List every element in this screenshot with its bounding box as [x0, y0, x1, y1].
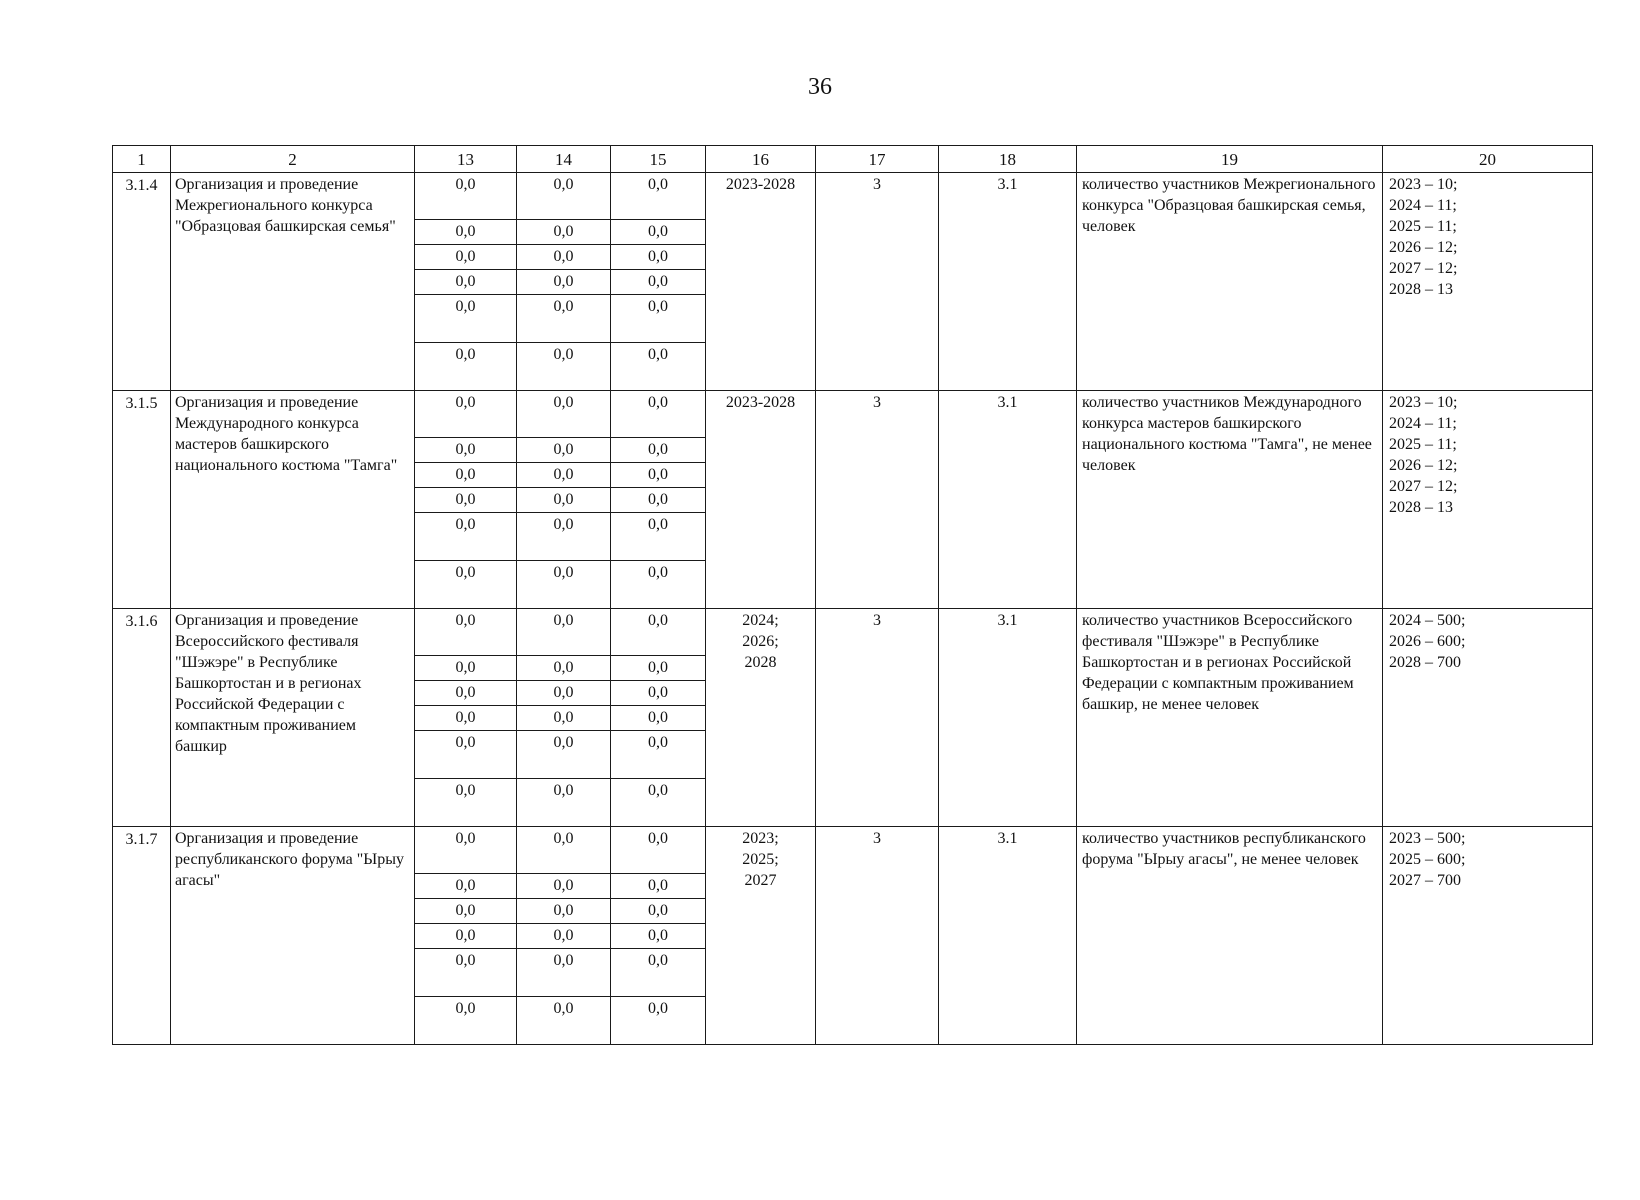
- value-cell: 0,0: [517, 295, 611, 343]
- target-entry: 2024 – 11;: [1389, 197, 1457, 214]
- row-number: 3.1.7: [113, 827, 171, 1045]
- value-cell: 0,0: [611, 438, 706, 463]
- header-cell: 18: [939, 146, 1077, 173]
- value-cell: 0,0: [517, 997, 611, 1045]
- value-cell: 0,0: [611, 656, 706, 681]
- value-cell: 0,0: [415, 270, 517, 295]
- target-entry: 2025 – 11;: [1389, 436, 1457, 453]
- table-row: [113, 827, 1593, 874]
- column-17-cell: 3: [816, 827, 939, 1045]
- value-cell: 0,0: [611, 391, 706, 438]
- value-cell: 0,0: [611, 513, 706, 561]
- column-17-cell: 3: [816, 609, 939, 827]
- value-cell: 0,0: [415, 295, 517, 343]
- value-cell: 0,0: [415, 245, 517, 270]
- table-row: [113, 391, 1593, 438]
- value-cell: 0,0: [611, 899, 706, 924]
- value-cell: 0,0: [611, 706, 706, 731]
- value-cell: 0,0: [415, 949, 517, 997]
- value-cell: 0,0: [415, 488, 517, 513]
- target-entry: 2026 – 12;: [1389, 239, 1458, 256]
- value-cell: 0,0: [517, 245, 611, 270]
- value-cell: 0,0: [415, 899, 517, 924]
- target-entry: 2025 – 11;: [1389, 218, 1457, 235]
- value-cell: 0,0: [415, 391, 517, 438]
- row-number: 3.1.6: [113, 609, 171, 827]
- column-18-cell: 3.1: [939, 173, 1077, 391]
- target-entry: 2023 – 10;: [1389, 176, 1458, 193]
- value-cell: 0,0: [611, 997, 706, 1045]
- target-entry: 2026 – 12;: [1389, 457, 1458, 474]
- header-cell: 16: [706, 146, 816, 173]
- value-cell: 0,0: [415, 173, 517, 220]
- value-cell: 0,0: [517, 731, 611, 779]
- value-cell: 0,0: [611, 561, 706, 609]
- target-entry: 2024 – 500;: [1389, 612, 1466, 629]
- indicator-cell: количество участников Межрегионального конкурса "Образцовая башкирская семья, человек: [1077, 173, 1383, 391]
- value-cell: 0,0: [415, 438, 517, 463]
- value-cell: 0,0: [611, 924, 706, 949]
- indicator-cell: количество участников Международного конкурса мастеров башкирского национального костюма "Тамга", не менее человек: [1077, 391, 1383, 609]
- value-cell: 0,0: [415, 681, 517, 706]
- target-entry: 2026 – 600;: [1389, 633, 1466, 650]
- value-cell: 0,0: [517, 899, 611, 924]
- value-cell: 0,0: [517, 438, 611, 463]
- value-cell: 0,0: [517, 513, 611, 561]
- value-cell: 0,0: [611, 245, 706, 270]
- header-cell: 2: [171, 146, 415, 173]
- page-number: 36: [808, 74, 832, 100]
- value-cell: 0,0: [611, 270, 706, 295]
- value-cell: 0,0: [415, 463, 517, 488]
- value-cell: 0,0: [517, 949, 611, 997]
- target-entry: 2028 – 13: [1389, 281, 1453, 298]
- value-cell: 0,0: [517, 681, 611, 706]
- event-name: Организация и проведение Всероссийского фестиваля "Шэжэре" в Республике Башкортостан и в регионах Российской Федерации с компактным проживанием башкир: [171, 609, 415, 827]
- value-cell: 0,0: [611, 949, 706, 997]
- targets-cell: [1383, 827, 1593, 1045]
- row-number: 3.1.4: [113, 173, 171, 391]
- target-entry: 2027 – 700: [1389, 872, 1461, 889]
- value-cell: 0,0: [517, 270, 611, 295]
- targets-cell: [1383, 391, 1593, 609]
- column-18-cell: 3.1: [939, 391, 1077, 609]
- indicator-cell: количество участников республиканского форума "Ырыу агасы", не менее человек: [1077, 827, 1383, 1045]
- value-cell: 0,0: [517, 706, 611, 731]
- value-cell: 0,0: [415, 924, 517, 949]
- years-cell: [706, 391, 816, 609]
- value-cell: 0,0: [415, 561, 517, 609]
- year-entry: 2027: [744, 872, 777, 889]
- year-entry: 2025;: [742, 851, 779, 868]
- value-cell: 0,0: [611, 827, 706, 874]
- value-cell: 0,0: [415, 706, 517, 731]
- value-cell: 0,0: [611, 220, 706, 245]
- value-cell: 0,0: [415, 731, 517, 779]
- value-cell: 0,0: [611, 681, 706, 706]
- value-cell: 0,0: [611, 343, 706, 391]
- target-entry: 2023 – 10;: [1389, 394, 1458, 411]
- column-18-cell: 3.1: [939, 827, 1077, 1045]
- value-cell: 0,0: [415, 656, 517, 681]
- value-cell: 0,0: [611, 488, 706, 513]
- event-name: Организация и проведение Международного конкурса мастеров башкирского национального костюма "Тамга": [171, 391, 415, 609]
- column-17-cell: 3: [816, 391, 939, 609]
- year-entry: 2024;: [742, 612, 779, 629]
- target-entry: 2027 – 12;: [1389, 260, 1458, 277]
- header-cell: 13: [415, 146, 517, 173]
- header-cell: 15: [611, 146, 706, 173]
- value-cell: 0,0: [611, 874, 706, 899]
- value-cell: 0,0: [611, 295, 706, 343]
- header-cell: 19: [1077, 146, 1383, 173]
- value-cell: 0,0: [517, 488, 611, 513]
- value-cell: 0,0: [415, 513, 517, 561]
- indicator-cell: количество участников Всероссийского фестиваля "Шэжэре" в Республике Башкортостан и в регионах Российской Федерации с компактным проживанием башкир, не менее человек: [1077, 609, 1383, 827]
- value-cell: 0,0: [611, 173, 706, 220]
- targets-cell: [1383, 173, 1593, 391]
- header-cell: 17: [816, 146, 939, 173]
- target-entry: 2028 – 700: [1389, 654, 1461, 671]
- header-cell: 14: [517, 146, 611, 173]
- event-name: Организация и проведение Межрегионального конкурса "Образцовая башкирская семья": [171, 173, 415, 391]
- table-body: [113, 173, 1593, 1045]
- value-cell: 0,0: [415, 997, 517, 1045]
- years-cell: [706, 173, 816, 391]
- value-cell: 0,0: [611, 731, 706, 779]
- value-cell: 0,0: [517, 874, 611, 899]
- value-cell: 0,0: [415, 827, 517, 874]
- year-entry: 2023-2028: [725, 394, 796, 411]
- target-entry: 2027 – 12;: [1389, 478, 1458, 495]
- value-cell: 0,0: [611, 609, 706, 656]
- year-entry: 2023-2028: [725, 176, 796, 193]
- value-cell: 0,0: [517, 656, 611, 681]
- value-cell: 0,0: [517, 463, 611, 488]
- value-cell: 0,0: [517, 779, 611, 827]
- value-cell: 0,0: [517, 924, 611, 949]
- column-17-cell: 3: [816, 173, 939, 391]
- value-cell: 0,0: [415, 343, 517, 391]
- target-entry: 2028 – 13: [1389, 499, 1453, 516]
- target-entry: 2025 – 600;: [1389, 851, 1466, 868]
- table-row: [113, 609, 1593, 656]
- years-cell: [706, 609, 816, 827]
- value-cell: 0,0: [517, 391, 611, 438]
- targets-cell: [1383, 609, 1593, 827]
- program-table: [112, 145, 1593, 1045]
- value-cell: 0,0: [415, 779, 517, 827]
- value-cell: 0,0: [517, 609, 611, 656]
- value-cell: 0,0: [517, 343, 611, 391]
- years-cell: [706, 827, 816, 1045]
- header-row: [113, 146, 1593, 173]
- value-cell: 0,0: [611, 779, 706, 827]
- target-entry: 2023 – 500;: [1389, 830, 1466, 847]
- value-cell: 0,0: [517, 561, 611, 609]
- header-cell: 1: [113, 146, 171, 173]
- value-cell: 0,0: [611, 463, 706, 488]
- value-cell: 0,0: [415, 874, 517, 899]
- year-entry: 2028: [744, 654, 777, 671]
- target-entry: 2024 – 11;: [1389, 415, 1457, 432]
- value-cell: 0,0: [517, 827, 611, 874]
- row-number: 3.1.5: [113, 391, 171, 609]
- event-name: Организация и проведение республиканского форума "Ырыу агасы": [171, 827, 415, 1045]
- value-cell: 0,0: [517, 173, 611, 220]
- header-cell: 20: [1383, 146, 1593, 173]
- year-entry: 2026;: [742, 633, 779, 650]
- value-cell: 0,0: [415, 220, 517, 245]
- table-row: [113, 173, 1593, 220]
- value-cell: 0,0: [517, 220, 611, 245]
- year-entry: 2023;: [742, 830, 779, 847]
- column-18-cell: 3.1: [939, 609, 1077, 827]
- value-cell: 0,0: [415, 609, 517, 656]
